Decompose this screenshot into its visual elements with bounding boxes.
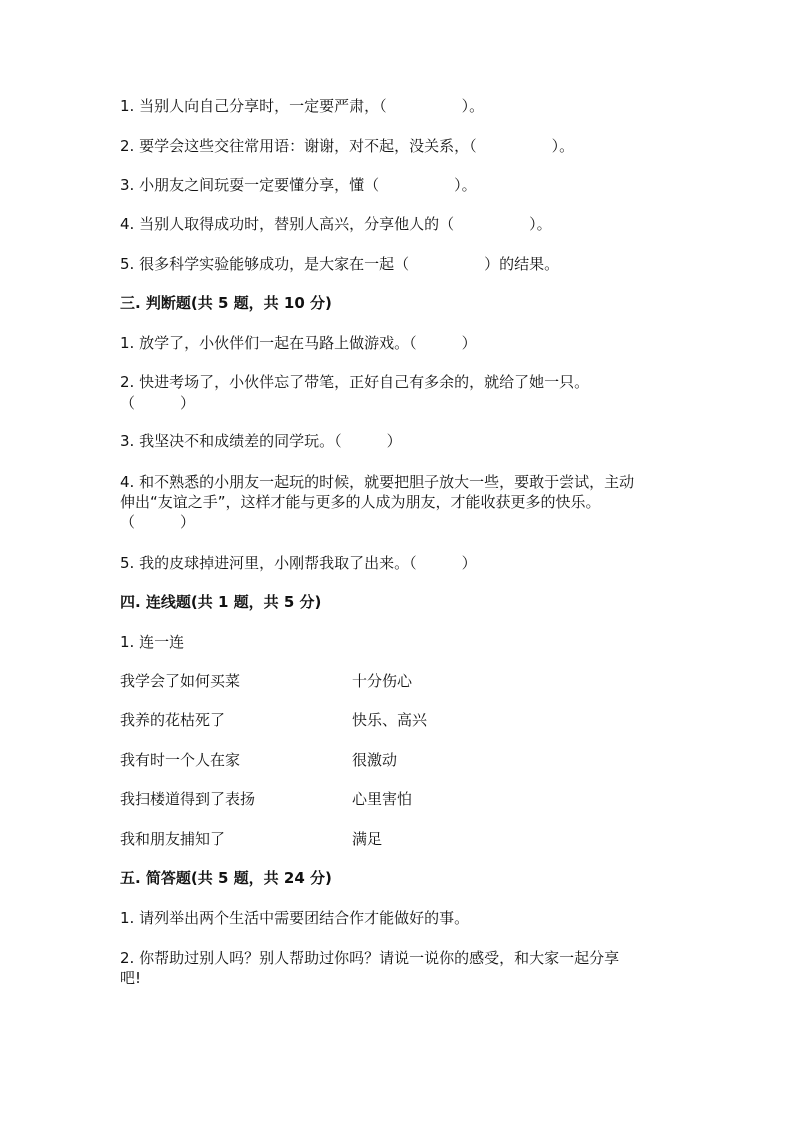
match-left-1: 我学会了如何买菜 [120,672,241,690]
fill-blank-q2: 2. 要学会这些交往常用语：谢谢，对不起，没关系，（ ）。 [120,137,575,155]
match-left-5: 我和朋友捕知了 [120,830,226,848]
match-right-2: 快乐、高兴 [352,711,428,729]
match-right-3: 很激动 [352,751,398,769]
short-answer-q2-line1: 2. 你帮助过别人吗？别人帮助过你吗？请说一说你的感受，和大家一起分享 [120,949,620,967]
judge-q4-line1: 4. 和不熟悉的小朋友一起玩的时候，就要把胆子放大一些，要敢于尝试，主动 [120,473,635,491]
judge-q2: 2. 快进考场了，小伙伴忘了带笔，正好自己有多余的，就给了她一只。 [120,373,590,391]
section-5-title: 五. 简答题(共 5 题，共 24 分) [120,869,332,887]
section-3-title: 三. 判断题(共 5 题，共 10 分) [120,294,332,312]
section-4-title: 四. 连线题(共 1 题，共 5 分) [120,593,322,611]
fill-blank-q4: 4. 当别人取得成功时，替别人高兴，分享他人的（ ）。 [120,215,552,233]
match-right-5: 满足 [352,830,383,848]
match-left-4: 我扫楼道得到了表扬 [120,790,256,808]
judge-q5: 5. 我的皮球掉进河里，小刚帮我取了出来。（ ） [120,554,477,572]
match-left-3: 我有时一个人在家 [120,751,241,769]
match-right-4: 心里害怕 [352,790,413,808]
judge-q4-line2: 伸出“友谊之手”，这样才能与更多的人成为朋友，才能收获更多的快乐。 [120,493,601,511]
judge-q3: 3. 我坚决不和成绩差的同学玩。（ ） [120,432,402,450]
match-right-1: 十分伤心 [352,672,413,690]
judge-q4-paren: （ ） [120,513,196,531]
fill-blank-q3: 3. 小朋友之间玩耍一定要懂分享，懂（ ）。 [120,176,477,194]
match-left-2: 我养的花枯死了 [120,711,226,729]
short-answer-q2-line2: 吧! [120,969,142,987]
short-answer-q1: 1. 请列举出两个生活中需要团结合作才能做好的事。 [120,909,470,927]
fill-blank-q1: 1. 当别人向自己分享时，一定要严肃，（ ）。 [120,97,485,115]
judge-q1: 1. 放学了，小伙伴们一起在马路上做游戏。（ ） [120,334,477,352]
fill-blank-q5: 5. 很多科学实验能够成功，是大家在一起（ ）的结果。 [120,255,560,273]
match-q1: 1. 连一连 [120,633,185,651]
judge-q2-paren: （ ） [120,394,196,412]
